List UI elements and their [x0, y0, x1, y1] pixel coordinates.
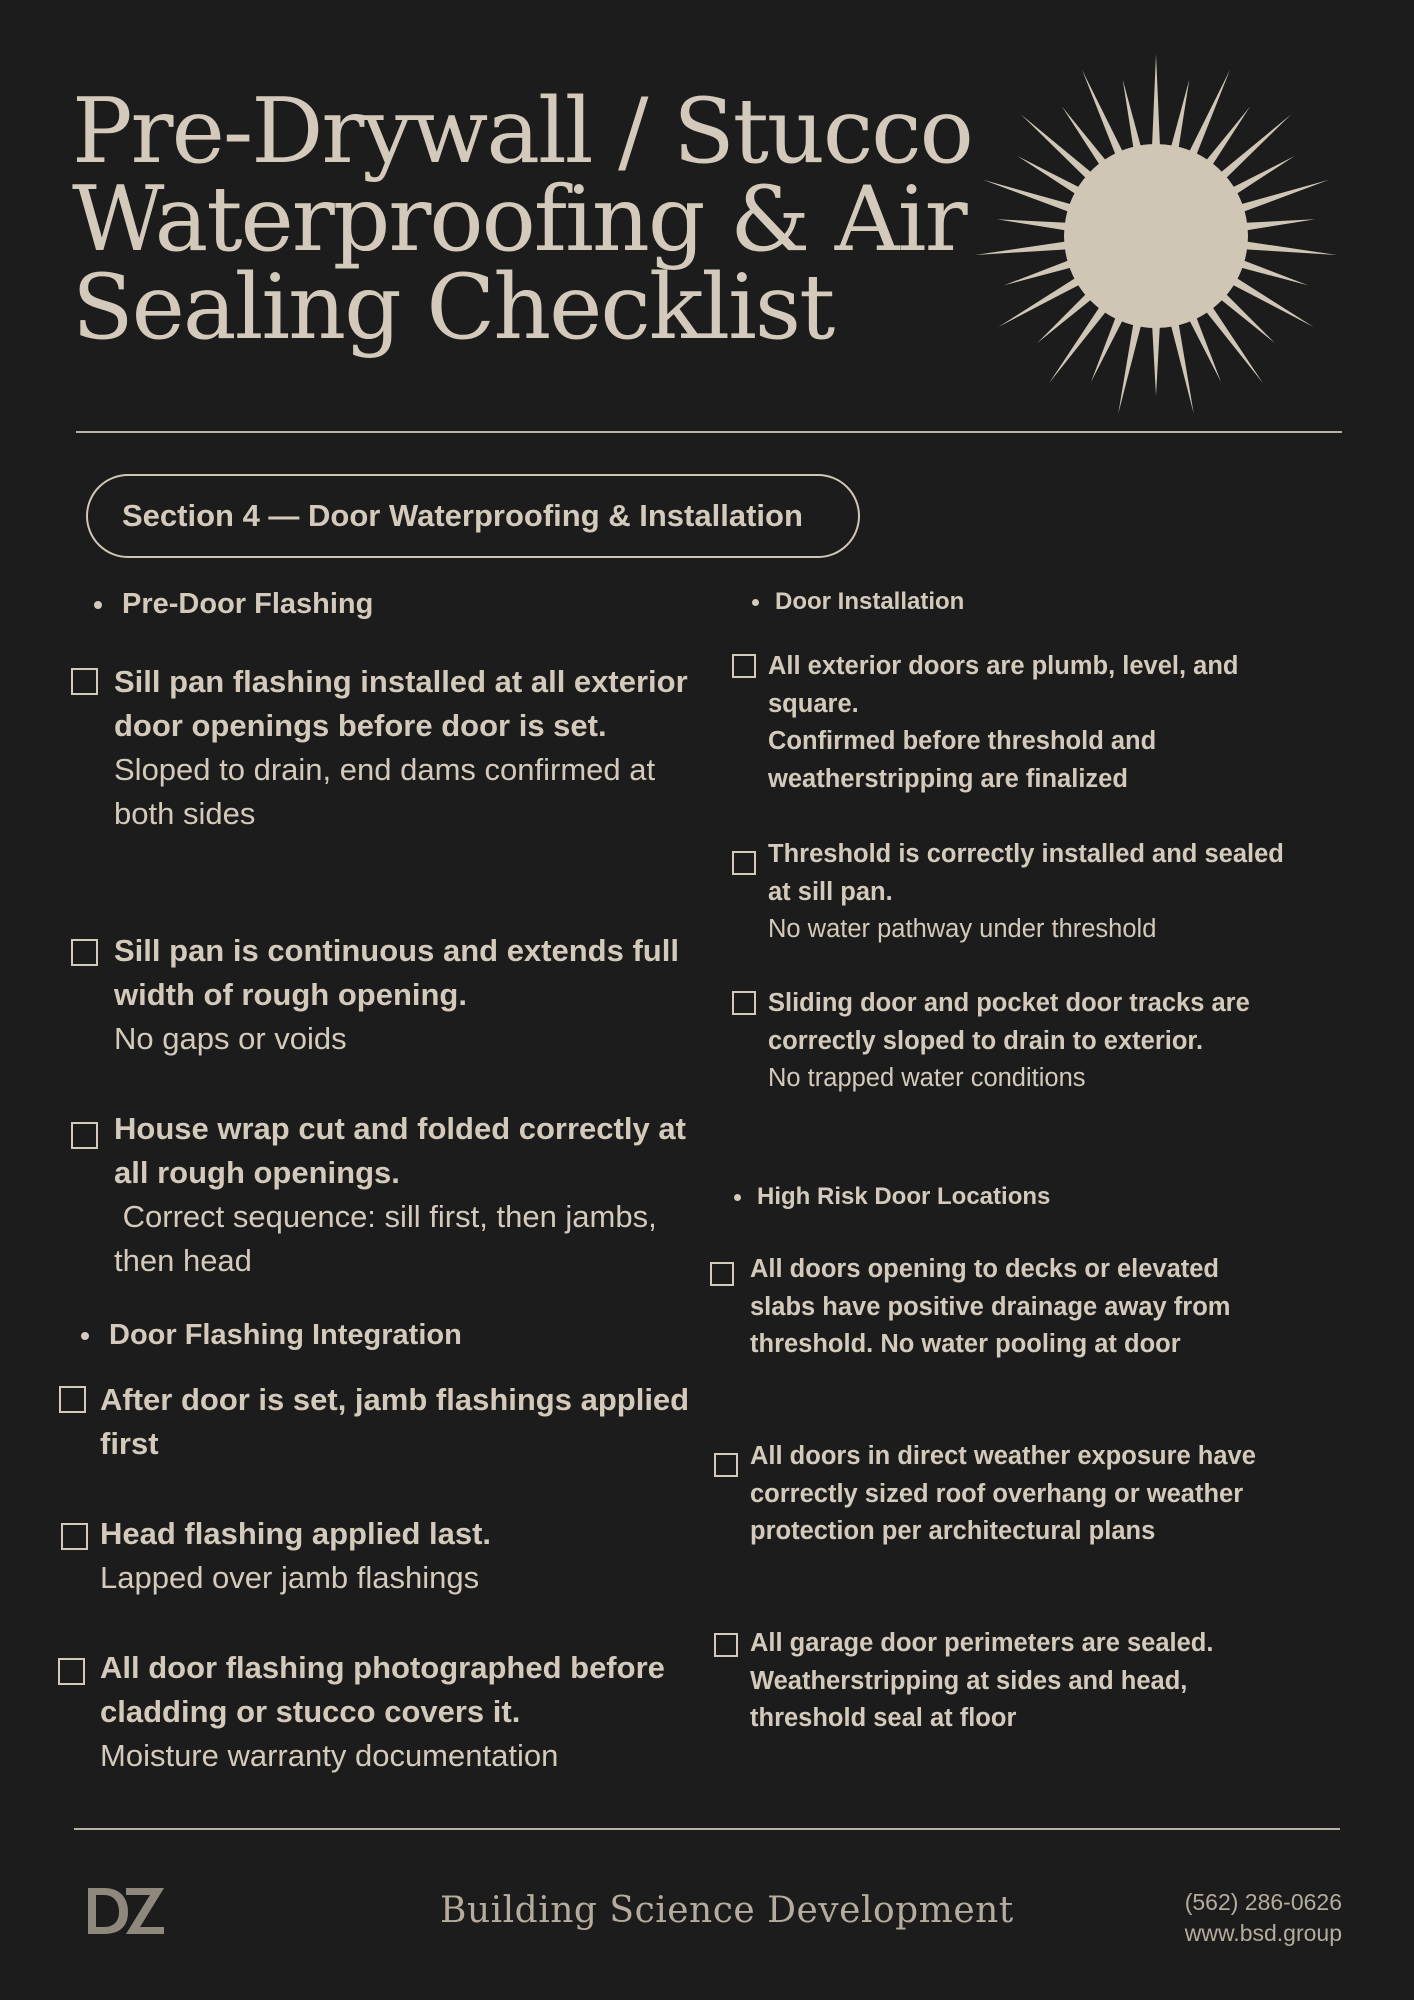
checkbox-icon[interactable] — [71, 1122, 98, 1149]
bsd-logo-icon — [82, 1882, 168, 1940]
bullet-icon — [734, 1194, 741, 1201]
checklist-item: Head flashing applied last. Lapped over jamb flashings — [100, 1512, 700, 1600]
checklist-item: All exterior doors are plumb, level, and square. Confirmed before threshold and weatherstripping are finalized — [768, 648, 1288, 798]
header-divider — [76, 431, 1342, 433]
checkbox-icon[interactable] — [58, 1658, 85, 1685]
section-badge — [86, 474, 860, 558]
checkbox-icon[interactable] — [714, 1453, 738, 1477]
brand-name: Building Science Development — [440, 1890, 1014, 1931]
checkbox-icon[interactable] — [59, 1386, 86, 1413]
checklist-item: House wrap cut and folded correctly at all rough openings. Correct sequence: sill first, then jambs, then head — [114, 1107, 714, 1283]
checkbox-icon[interactable] — [710, 1262, 734, 1286]
title-line-1: Pre-Drywall / Stucco — [72, 79, 972, 184]
subheading-pre-door-flashing: Pre-Door Flashing — [94, 588, 373, 621]
checklist-item: Sill pan flashing installed at all exterior door openings before door is set. Sloped to drain, end dams confirmed at both sides — [114, 660, 714, 836]
page-title — [72, 79, 972, 360]
checklist-item: All doors opening to decks or elevated slabs have positive drainage away from threshold. No water pooling at door — [750, 1251, 1270, 1364]
subheading-door-installation: Door Installation — [752, 588, 964, 616]
phone-number[interactable]: (562) 286-0626 — [1184, 1889, 1342, 1915]
checklist-item: Threshold is correctly installed and sealed at sill pan. No water pathway under threshold — [768, 836, 1288, 949]
checkbox-icon[interactable] — [732, 851, 756, 875]
checklist-item: All doors in direct weather exposure have correctly sized roof overhang or weather protection per architectural plans — [750, 1438, 1280, 1551]
checkbox-icon[interactable] — [732, 991, 756, 1015]
title-line-3: Sealing Checklist — [72, 255, 834, 360]
bullet-icon — [94, 601, 102, 609]
subheading-door-flashing-integration: Door Flashing Integration — [81, 1319, 462, 1352]
bullet-icon — [81, 1332, 89, 1340]
section-label: Section 4 — Door Waterproofing & Installation — [122, 498, 803, 533]
sunburst-icon — [975, 52, 1337, 420]
checklist-item: All garage door perimeters are sealed. Weatherstripping at sides and head, threshold seal at floor — [750, 1625, 1250, 1738]
bullet-icon — [752, 599, 759, 606]
checklist-item: After door is set, jamb flashings applied first — [100, 1378, 700, 1466]
title-line-2: Waterproofing & Air — [72, 167, 966, 272]
subheading-high-risk-door-locations: High Risk Door Locations — [734, 1183, 1050, 1211]
checkbox-icon[interactable] — [61, 1523, 88, 1550]
checklist-item: Sill pan is continuous and extends full width of rough opening. No gaps or voids — [114, 929, 714, 1061]
checkbox-icon[interactable] — [71, 939, 98, 966]
checklist-item: All door flashing photographed before cladding or stucco covers it. Moisture warranty documentation — [100, 1646, 710, 1778]
checkbox-icon[interactable] — [71, 668, 98, 695]
website-link[interactable]: www.bsd.group — [1184, 1920, 1342, 1946]
checkbox-icon[interactable] — [714, 1633, 738, 1657]
checklist-item: Sliding door and pocket door tracks are correctly sloped to drain to exterior. No trapped water conditions — [768, 985, 1288, 1098]
checkbox-icon[interactable] — [732, 654, 756, 678]
footer-divider — [74, 1828, 1340, 1830]
contact-info — [1185, 1887, 1342, 1949]
